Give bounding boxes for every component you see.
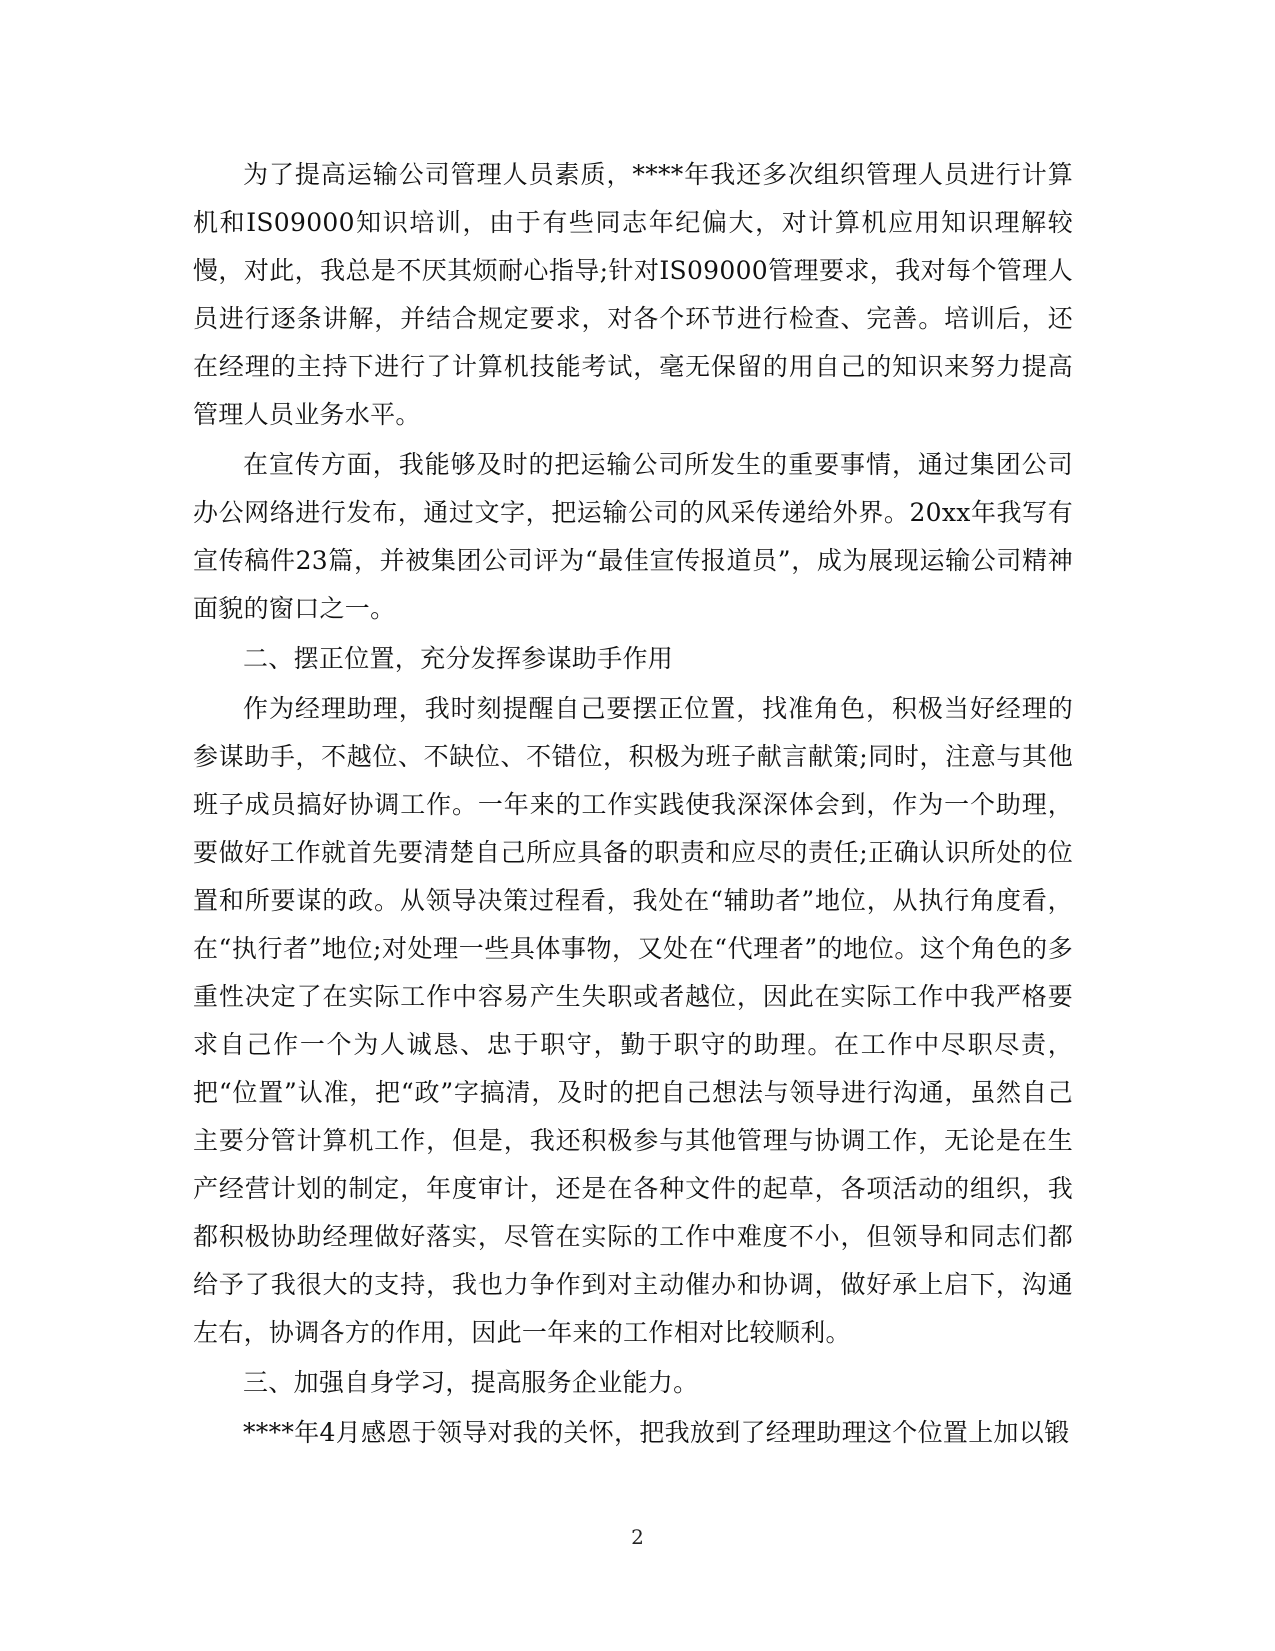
paragraph-assistant-role: 作为经理助理，我时刻提醒自己要摆正位置，找准角色，积极当好经理的参谋助手，不越位、不缺位、不错位，积极为班子献言献策;同时，注意与其他班子成员搞好协调工作。一年来的工作实践使我深深体会到，作为一个助理，要做好工作就首先要清楚自己所应具备的职责和应尽的责任;正确认识所处的位置和所要谋的政。从领导决策过程看，我处在“辅助者”地位，从执行角度看，在“执行者”地位;对处理一些具体事物，又处在“代理者”的地位。这个角色的多重性决定了在实际工作中容易产生失职或者越位，因此在实际工作中我严格要求自己作一个为人诚恳、忠于职守，勤于职守的助理。在工作中尽职尽责，把“位置”认准，把“政”字搞清，及时的把自己想法与领导进行沟通，虽然自己主要分管计算机工作，但是，我还积极参与其他管理与协调工作，无论是在生产经营计划的制定，年度审计，还是在各种文件的起草，各项活动的组织，我都积极协助经理做好落实，尽管在实际的工作中难度不小，但领导和同志们都给予了我很大的支持，我也力争作到对主动催办和协调，做好承上启下，沟通左右，协调各方的作用，因此一年来的工作相对比较顺利。 [193, 694, 1073, 1347]
paragraph-self-study: ****年4月感恩于领导对我的关怀，把我放到了经理助理这个位置上加以锻 [243, 1418, 1070, 1447]
section-heading-3: 三、加强自身学习，提高服务企业能力。 [243, 1368, 699, 1397]
paragraph-training: 为了提高运输公司管理人员素质，****年我还多次组织管理人员进行计算机和IS09000知识培训，由于有些同志年纪偏大，对计算机应用知识理解较慢，对此，我总是不厌其烦耐心指导;针对IS09000管理要求，我对每个管理人员进行逐条讲解，并结合规定要求，对各个环节进行检查、完善。培训后，还在经理的主持下进行了计算机技能考试，毫无保留的用自己的知识来努力提高管理人员业务水平。 [193, 160, 1073, 429]
section-heading-2: 二、摆正位置，充分发挥参谋助手作用 [243, 644, 674, 673]
page-number: 2 [631, 1525, 644, 1549]
paragraph-publicity: 在宣传方面，我能够及时的把运输公司所发生的重要事情，通过集团公司办公网络进行发布，通过文字，把运输公司的风采传递给外界。20xx年我写有宣传稿件23篇，并被集团公司评为“最佳宣传报道员”，成为展现运输公司精神面貌的窗口之一。 [193, 450, 1073, 623]
document-body [193, 151, 1073, 1459]
